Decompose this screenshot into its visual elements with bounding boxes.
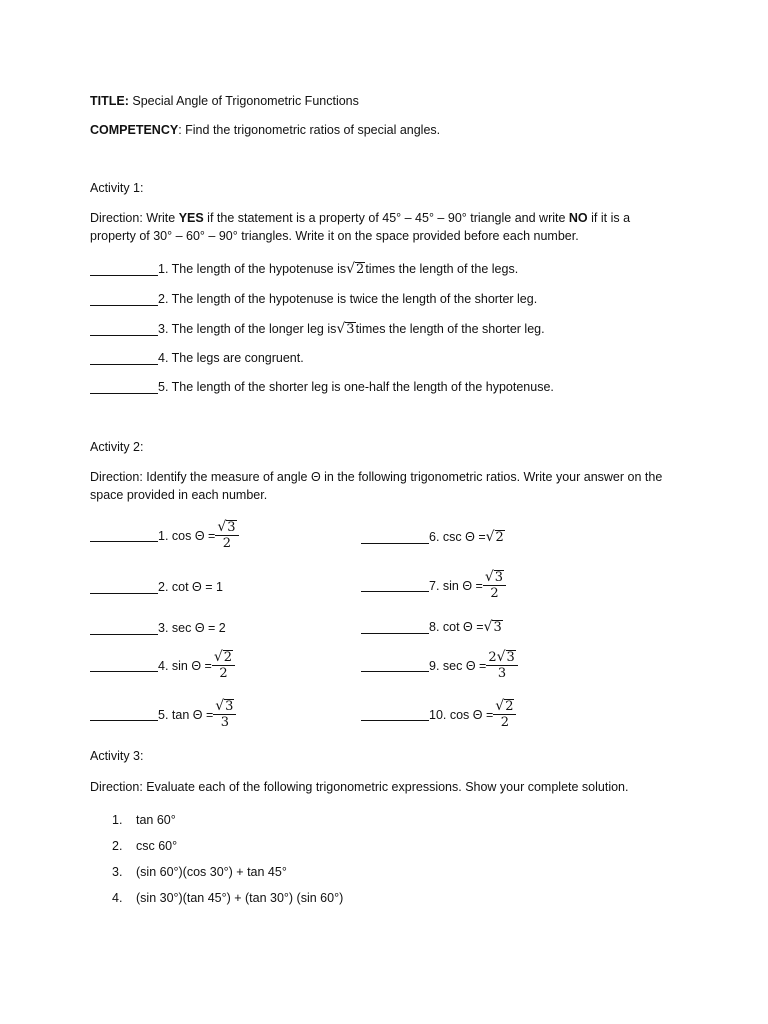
competency-line [90, 123, 440, 137]
sqrt-expression: √ 3 [483, 619, 502, 635]
item-number: 4. [112, 891, 123, 905]
answer-blank[interactable] [361, 621, 429, 634]
activity1-item [90, 351, 304, 365]
title-line [90, 94, 359, 108]
activity1-item [90, 380, 554, 394]
item-text: 2. cot Θ = 1 [158, 580, 223, 594]
title-text: Special Angle of Trigonometric Functions [128, 94, 359, 108]
fraction: √ 2 2 [493, 699, 516, 730]
answer-blank[interactable] [361, 659, 429, 672]
item-text: 10. cos Θ = [429, 707, 494, 722]
answer-blank[interactable] [90, 659, 158, 672]
item-text: (sin 60°)(cos 30°) + tan 45° [136, 865, 287, 879]
activity1-item [90, 262, 518, 276]
fraction: √ 3 2 [483, 570, 506, 601]
no-word: NO [568, 211, 588, 225]
item-text: times the length of the legs. [365, 262, 519, 276]
item-text: 9. sec Θ = [429, 658, 487, 673]
activity2-item [361, 620, 503, 634]
activity3-direction: Direction: Evaluate each of the following trigonometric expressions. Show your complete solution. [90, 780, 629, 794]
competency-text: : Find the trigonometric ratios of special angles. [178, 123, 441, 137]
answer-blank[interactable] [361, 531, 429, 544]
item-text: 1. The length of the hypotenuse is [158, 262, 347, 276]
fraction: √ 2 2 [212, 650, 235, 681]
activity3-item [112, 839, 177, 853]
answer-blank[interactable] [90, 708, 158, 721]
activity1-direction [90, 209, 670, 245]
sqrt-expression: √ 2 [485, 529, 504, 545]
fraction: √ 3 3 [213, 699, 236, 730]
item-text: 5. tan Θ = [158, 707, 214, 722]
answer-blank[interactable] [90, 293, 158, 306]
item-text: tan 60° [136, 813, 176, 827]
competency-label: COMPETENCY [90, 123, 179, 137]
item-text: 1. cos Θ = [158, 528, 216, 543]
answer-blank[interactable] [361, 708, 429, 721]
activity1-item [90, 322, 545, 336]
item-text: 4. The legs are congruent. [158, 351, 304, 365]
activity3-item [112, 813, 176, 827]
item-text: 4. sin Θ = [158, 658, 212, 673]
yes-word: YES [178, 211, 204, 225]
activity2-item [90, 699, 236, 730]
activity2-item [361, 650, 518, 681]
activity1-heading: Activity 1: [90, 181, 144, 195]
sqrt-expression: √ 3 [336, 321, 355, 337]
activity3-heading: Activity 3: [90, 749, 144, 763]
answer-blank[interactable] [361, 579, 429, 592]
direction-text: Direction: Write [90, 211, 179, 225]
activity2-item [90, 520, 239, 551]
item-text: 5. The length of the shorter leg is one-half the length of the hypotenuse. [158, 380, 554, 394]
item-text: 3. The length of the longer leg is [158, 322, 337, 336]
item-text: 2. The length of the hypotenuse is twice the length of the shorter leg. [158, 292, 538, 306]
item-text: csc 60° [136, 839, 178, 853]
answer-blank[interactable] [90, 622, 158, 635]
item-text: 6. csc Θ = [429, 530, 486, 544]
answer-blank[interactable] [90, 581, 158, 594]
answer-blank[interactable] [90, 263, 158, 276]
activity2-item [361, 530, 505, 544]
item-text: (sin 30°)(tan 45°) + (tan 30°) (sin 60°) [136, 891, 344, 905]
activity1-item [90, 292, 537, 306]
activity3-item [112, 865, 287, 879]
item-text: 8. cot Θ = [429, 620, 484, 634]
answer-blank[interactable] [90, 352, 158, 365]
answer-blank[interactable] [90, 381, 158, 394]
fraction: √ 3 2 [215, 520, 238, 551]
answer-blank[interactable] [90, 529, 158, 542]
title-label: TITLE: [90, 94, 129, 108]
item-number: 3. [112, 865, 123, 879]
direction-text: if it is a property of 30° – 60° – 90° triangles. Write it on the space provided before each number. [90, 211, 631, 243]
activity2-item [90, 621, 226, 635]
answer-blank[interactable] [90, 323, 158, 336]
item-number: 1. [112, 813, 123, 827]
direction-text: if the statement is a property of 45° – 45° – 90° triangle and write [203, 211, 569, 225]
item-number: 2. [112, 839, 123, 853]
sqrt-expression: √ 2 [346, 261, 365, 277]
activity2-direction: Direction: Identify the measure of angle Θ in the following trigonometric ratios. Write your answer on the space provided in each number. [90, 470, 663, 502]
activity2-item [90, 650, 235, 681]
activity2-item [361, 570, 506, 601]
item-text: 3. sec Θ = 2 [158, 621, 226, 635]
item-text: times the length of the shorter leg. [355, 322, 545, 336]
activity3-item [112, 891, 343, 905]
fraction: 2 √ 3 3 [486, 650, 517, 681]
activity2-item [361, 699, 516, 730]
activity2-heading: Activity 2: [90, 440, 144, 454]
item-text: 7. sin Θ = [429, 578, 483, 593]
activity2-item [90, 580, 223, 594]
